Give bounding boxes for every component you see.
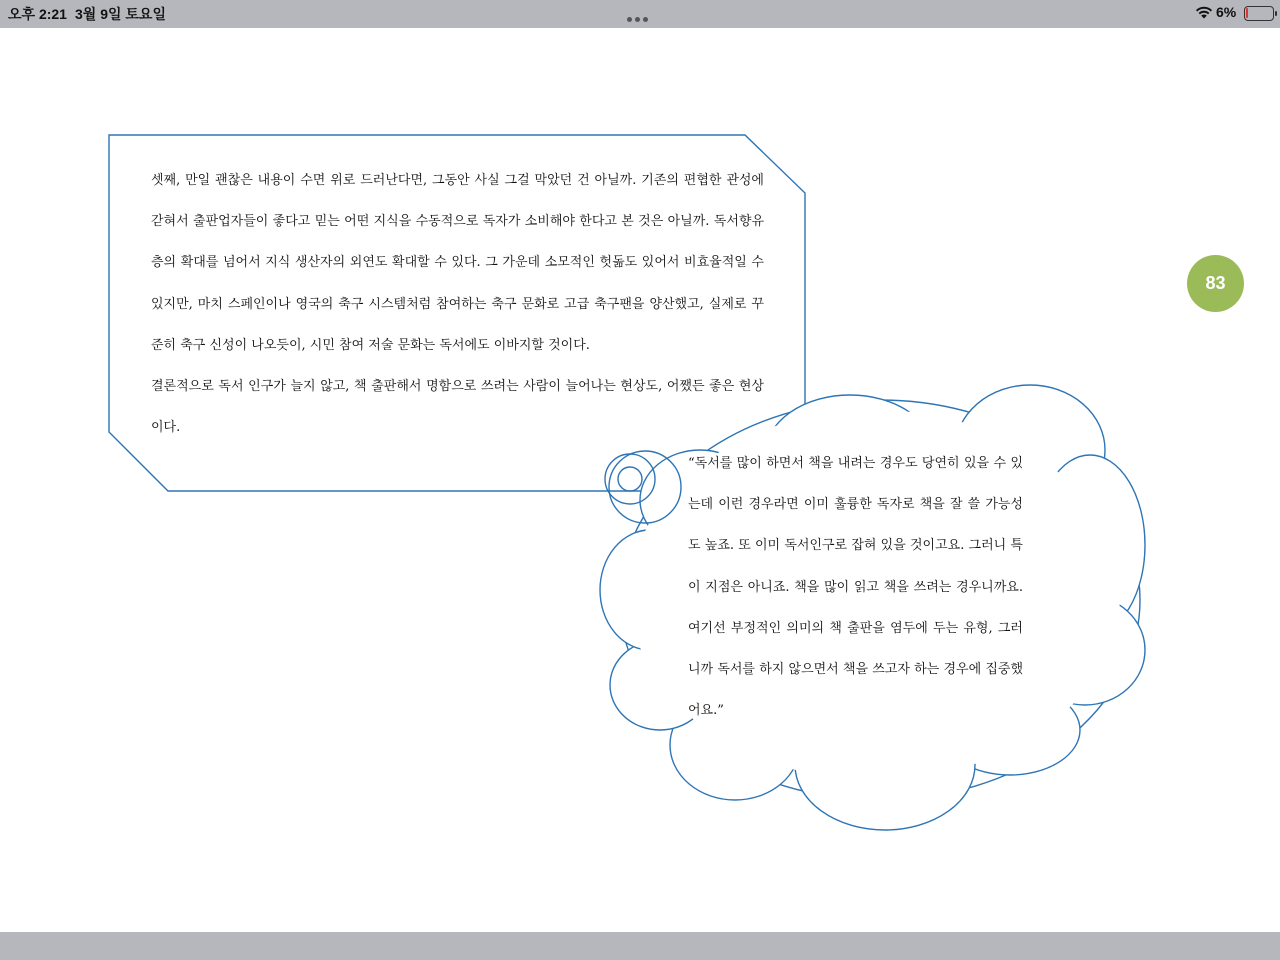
quote-text: “독서를 많이 하면서 책을 내려는 경우도 당연히 있을 수 있는데 이런 경우라면 이미 훌륭한 독자로 책을 잘 쓸 가능성도 높죠. 또 이미 독서인구로 잡혀 있을 것이고요. 그러니 특이 지점은 아니죠. 책을 많이 읽고 책을 쓰려는 경우니까요. 여기선 부정적인 의미의 책 출판을 염두에 두는 유형, 그러니까 독서를 하지 않으면서 책을 쓰고자 하는 경우에 집중했어요.” [688,456,1023,719]
body-paragraph-2: 결론적으로 독서 인구가 늘지 않고, 책 출판해서 명함으로 쓰려는 사람이 늘어나는 현상도, 어쨌든 좋은 현상이다. [151,379,764,436]
status-time: 오후 2:21 [8,6,67,22]
status-date: 3월 9일 토요일 [75,6,166,22]
page-number-badge: 83 [1187,255,1244,312]
battery-percent: 6% [1216,4,1237,20]
body-text [151,160,764,448]
body-paragraph-1: 셋째, 만일 괜찮은 내용이 수면 위로 드러난다면, 그동안 사실 그걸 막았던 건 아닐까. 기존의 편협한 관성에 갇혀서 출판업자들이 좋다고 믿는 어떤 지식을 수동적으로 독자가 소비해야 한다고 본 것은 아닐까. 독서향유층의 확대를 넘어서 지식 생산자의 외연도 확대할 수 있다. 그 가운데 소모적인 헛돎도 있어서 비효율적일 수 있지만, 마치 스페인이나 영국의 축구 시스템처럼 참여하는 축구 문화로 고급 축구팬을 양산했고, 실제로 꾸준히 축구 신성이 나오듯이, 시민 참여 저술 문화는 독서에도 이바지할 것이다. [151,173,764,353]
bottom-bar [0,932,1280,960]
